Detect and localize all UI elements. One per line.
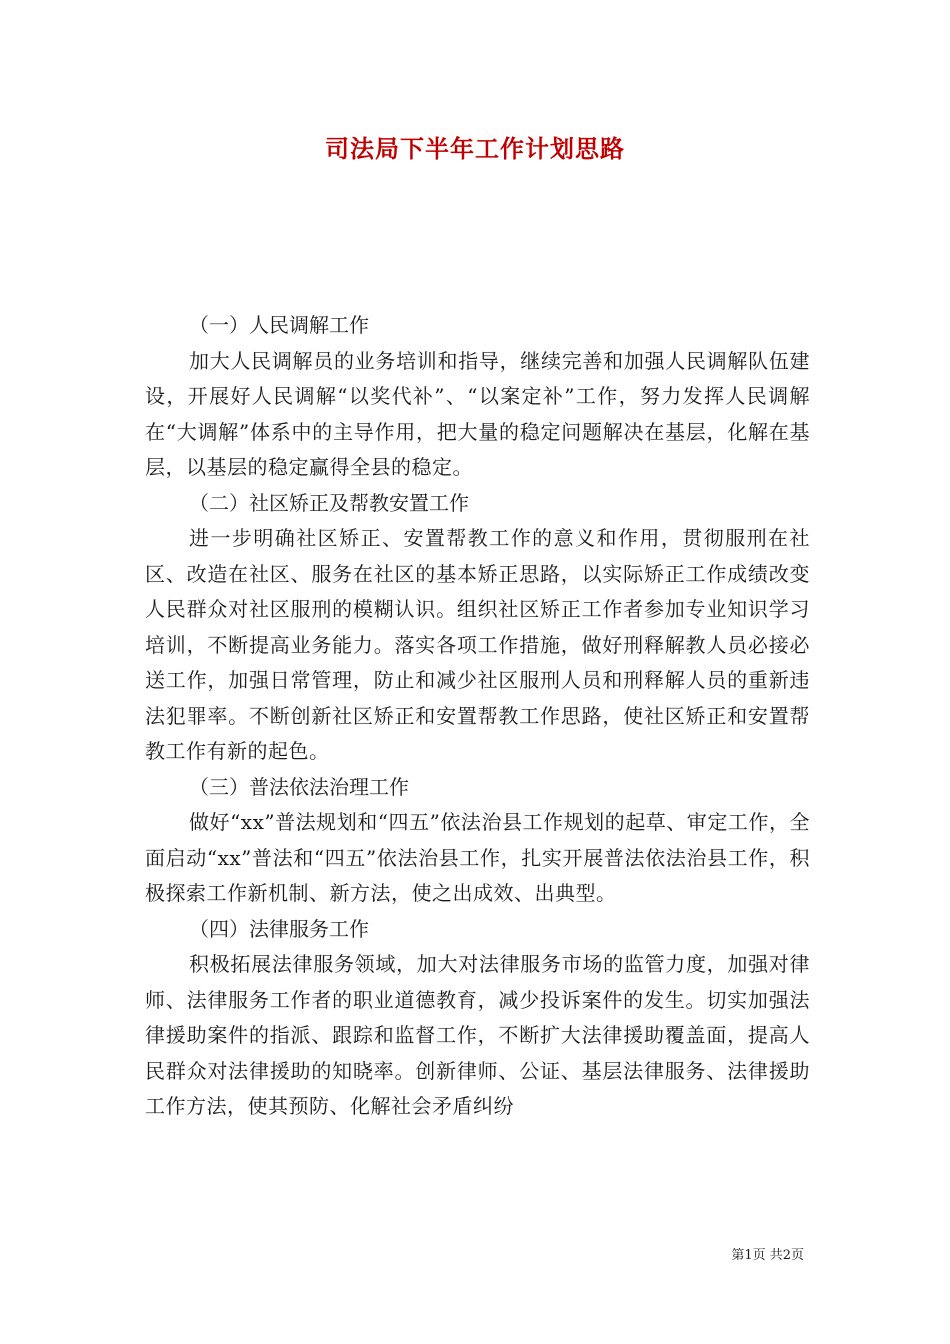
section-legal-services (145, 912, 810, 1125)
section-legal-education (145, 770, 810, 912)
page-indicator: 第1页 共2页 (731, 1248, 804, 1263)
section-people-mediation (145, 308, 810, 486)
document-body (145, 308, 810, 1125)
document-title: 司法局下半年工作计划思路 (325, 134, 625, 163)
section-paragraph: 加大人民调解员的业务培训和指导，继续完善和加强人民调解队伍建设，开展好人民调解“以奖代补”、“以案定补”工作，努力发挥人民调解在“大调解”体系中的主导作用，把大量的稳定问题解决在基层，化解在基层，以基层的稳定赢得全县的稳定。 (145, 348, 810, 479)
section-paragraph: 进一步明确社区矫正、安置帮教工作的意义和作用，贯彻服刑在社区、改造在社区、服务在社区的基本矫正思路，以实际矫正工作成绩改变人民群众对社区服刑的模糊认识。组织社区矫正工作者参加专业知识学习培训，不断提高业务能力。落实各项工作措施，做好刑释解教人员必接必送工作，加强日常管理，防止和减少社区服刑人员和刑释解人员的重新违法犯罪率。不断创新社区矫正和安置帮教工作思路，使社区矫正和安置帮教工作有新的起色。 (145, 526, 810, 763)
section-heading: （四）法律服务工作 (189, 916, 369, 941)
section-community-correction (145, 486, 810, 770)
section-heading: （三）普法依法治理工作 (189, 774, 409, 799)
section-paragraph: 做好“xx”普法规划和“四五”依法治县工作规划的起草、审定工作，全面启动“xx”普法和“四五”依法治县工作，扎实开展普法依法治县工作，积极探索工作新机制、新方法，使之出成效、出典型。 (145, 810, 810, 905)
section-heading: （一）人民调解工作 (189, 313, 369, 337)
section-paragraph: 积极拓展法律服务领域，加大对法律服务市场的监管力度，加强对律师、法律服务工作者的职业道德教育，减少投诉案件的发生。切实加强法律援助案件的指派、跟踪和监督工作，不断扩大法律援助覆盖面，提高人民群众对法律援助的知晓率。创新律师、公证、基层法律服务、法律援助工作方法，使其预防、化解社会矛盾纠纷 (145, 952, 810, 1118)
section-heading: （二）社区矫正及帮教安置工作 (189, 490, 469, 515)
